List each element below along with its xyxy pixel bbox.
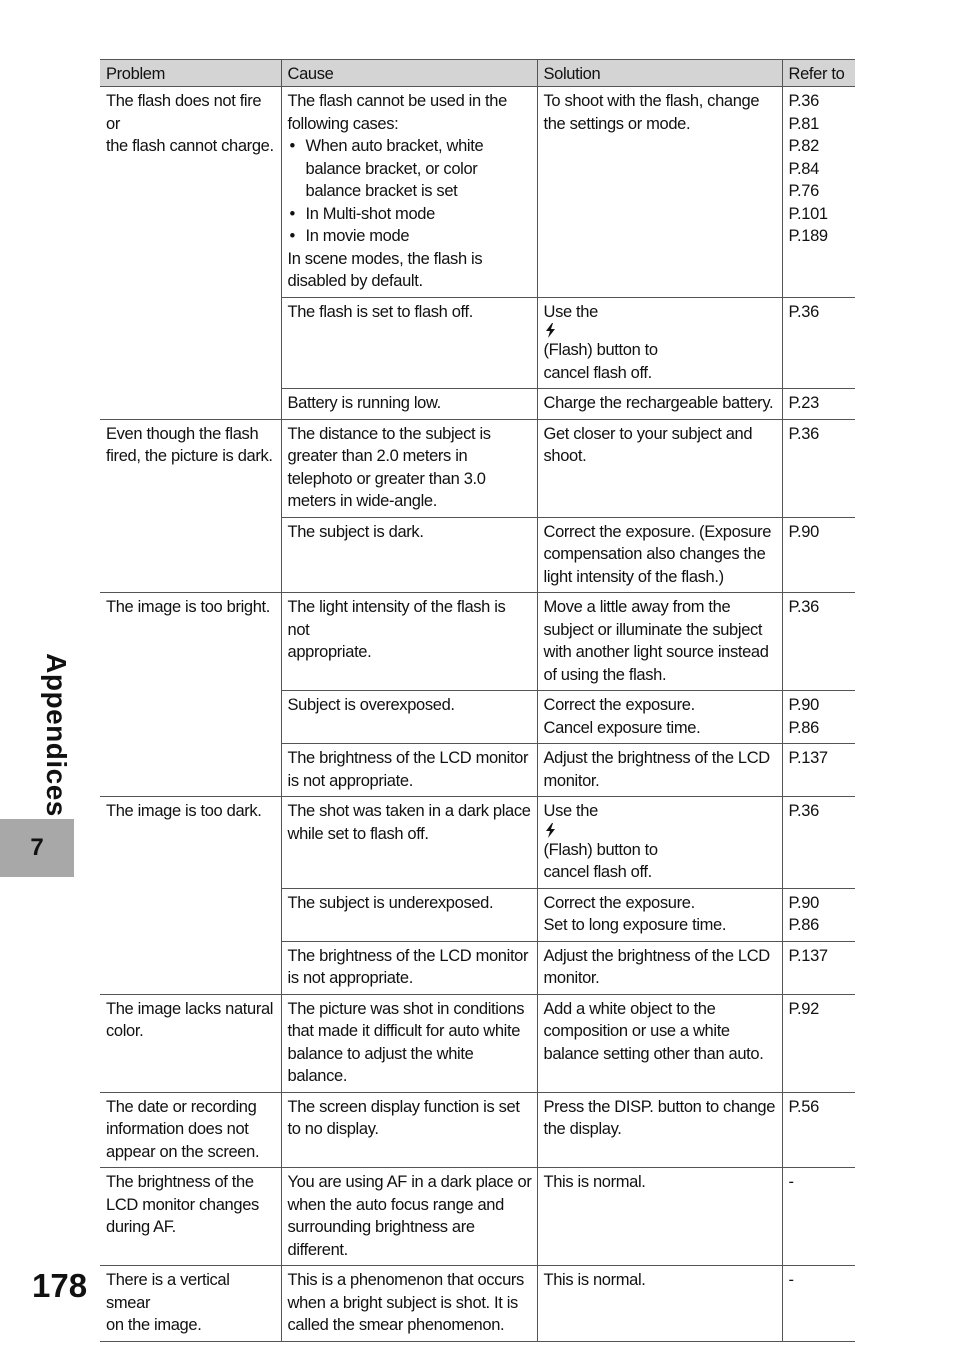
cause-cell [281, 797, 537, 889]
text-line: The flash is set to flash off. [287, 302, 473, 321]
text-line: The brightness of the [106, 1173, 254, 1191]
refer-cell [782, 1168, 855, 1266]
solution-cell [537, 297, 782, 389]
text-line: P.90 [788, 696, 819, 714]
text-line: during AF. [106, 1218, 176, 1236]
text-line: P.36 [788, 598, 819, 616]
header-refer-to: Refer to [782, 60, 855, 87]
text-line: monitor. [543, 771, 600, 790]
text-line: This is normal. [543, 1271, 646, 1289]
text-line: is not appropriate. [287, 969, 413, 987]
text-line: fired, the picture is dark. [106, 447, 273, 465]
refer-cell [782, 888, 855, 941]
text-line: Correct the exposure. [543, 893, 695, 912]
text-line: disabled by default. [287, 272, 423, 290]
problem-cell [100, 1092, 281, 1168]
text-line: - [788, 1271, 794, 1289]
solution-cell [537, 1092, 782, 1168]
text-line: the settings or mode. [543, 114, 691, 133]
text-line: The image is too bright. [106, 598, 271, 616]
text-line: The brightness of the LCD monitor [287, 946, 529, 965]
chapter-tab [0, 819, 74, 877]
refer-cell [782, 419, 855, 517]
text-line: Correct the exposure. (Exposure [543, 522, 772, 541]
chapter-number: 7 [30, 834, 44, 861]
cause-cell [281, 744, 537, 797]
solution-cell [537, 1168, 782, 1266]
text-line: This is a phenomenon that occurs [287, 1271, 524, 1289]
text-line: P.90 [788, 893, 819, 912]
solution-cell [537, 797, 782, 889]
text-line: The subject is underexposed. [287, 893, 494, 912]
cause-cell [281, 593, 537, 691]
text-line: The image is too dark. [106, 802, 262, 820]
text-line: when a bright subject is shot. It is [287, 1293, 518, 1312]
cause-cell [281, 994, 537, 1092]
text-line: information does not [106, 1120, 249, 1138]
text-line: LCD monitor changes [106, 1195, 259, 1214]
text-line: The shot was taken in a dark place [287, 802, 531, 820]
text-line: Use the (Flash) button to [544, 800, 777, 861]
text-line: is not appropriate. [287, 771, 413, 790]
text-line: The subject is dark. [287, 522, 424, 541]
bullet-item: • When auto bracket, white [288, 135, 532, 158]
text-line: P.82 [788, 137, 819, 155]
text-line: P.90 [788, 522, 819, 541]
problem-cell [100, 994, 281, 1092]
text-line: P.137 [788, 749, 828, 767]
refer-cell [782, 517, 855, 593]
text-line: The image lacks natural [106, 999, 274, 1018]
text-line: composition or use a white [543, 1022, 730, 1040]
text-line: cancel flash off. [543, 863, 652, 881]
text-line: surrounding brightness are [287, 1218, 475, 1236]
table-row [100, 87, 855, 298]
text-line: Set to long exposure time. [543, 916, 727, 934]
refer-cell [782, 1092, 855, 1168]
text-line: appropriate. [287, 643, 372, 661]
text-line: The distance to the subject is [287, 424, 491, 443]
text-line: with another light source instead [543, 643, 769, 661]
text-line: the display. [543, 1120, 622, 1138]
text-line: P.101 [788, 204, 828, 223]
solution-cell [537, 1266, 782, 1342]
text-line: P.86 [788, 916, 819, 934]
text-line: balance. [287, 1067, 348, 1085]
text-line: P.84 [788, 159, 819, 178]
text-line: when the auto focus range and [287, 1195, 504, 1214]
text-line: balance setting other than auto. [543, 1044, 764, 1063]
text-line: light intensity of the flash.) [543, 567, 724, 586]
bullet-item: • In movie mode [288, 225, 532, 248]
cause-cell [281, 87, 537, 298]
table-row [100, 419, 855, 517]
text-line: subject or illuminate the subject [543, 620, 763, 639]
refer-cell [782, 87, 855, 298]
text-line: P.36 [788, 802, 819, 820]
text-line: on the image. [106, 1316, 202, 1334]
bullet-item: • In Multi-shot mode [288, 203, 532, 226]
text-line: The flash does not fire or [106, 92, 262, 133]
text-line: The brightness of the LCD monitor [287, 749, 529, 767]
cause-cell [281, 691, 537, 744]
solution-cell [537, 419, 782, 517]
text-line: Cancel exposure time. [543, 718, 701, 737]
text-line: of using the flash. [543, 665, 667, 684]
problem-cell [100, 87, 281, 420]
bullet-item-continuation: balance bracket, or color [305, 159, 478, 178]
table-row [100, 994, 855, 1092]
solution-cell [537, 517, 782, 593]
cause-cell [281, 517, 537, 593]
text-line: P.56 [788, 1097, 819, 1116]
refer-cell [782, 593, 855, 691]
refer-cell [782, 797, 855, 889]
text-line: greater than 2.0 meters in [287, 447, 468, 465]
solution-cell [537, 691, 782, 744]
text-line: the flash cannot charge. [106, 137, 274, 155]
text-line: To shoot with the flash, change [543, 92, 760, 110]
text-line: Press the DISP. button to change [543, 1097, 776, 1116]
cause-cell [281, 941, 537, 994]
text-line: The picture was shot in conditions [287, 999, 525, 1018]
text-line: different. [287, 1240, 348, 1259]
text-line: Charge the rechargeable battery. [543, 394, 774, 412]
table-row [100, 797, 855, 889]
solution-cell [537, 389, 782, 420]
section-label-appendices: Appendices [41, 653, 72, 817]
text-line: Battery is running low. [287, 394, 441, 412]
text-line: Subject is overexposed. [287, 696, 455, 714]
text-line: color. [106, 1022, 144, 1040]
text-line: P.76 [788, 182, 819, 200]
text-line: to no display. [287, 1120, 379, 1138]
page-number: 178 [32, 1267, 88, 1304]
solution-cell [537, 941, 782, 994]
text-line: P.36 [788, 302, 819, 321]
table-row [100, 593, 855, 691]
text-line: balance to adjust the white [287, 1044, 474, 1063]
header-cause: Cause [281, 60, 537, 87]
text-line: - [788, 1173, 794, 1191]
text-line: You are using AF in a dark place or [287, 1173, 532, 1191]
text-line: P.23 [788, 394, 819, 412]
text-line: Use the (Flash) button to [544, 301, 777, 362]
table-row [100, 1092, 855, 1168]
text-line: The screen display function is set [287, 1097, 520, 1116]
text-line: Even though the flash [106, 424, 259, 443]
cause-cell [281, 1092, 537, 1168]
cause-cell [281, 389, 537, 420]
refer-cell [782, 941, 855, 994]
text-line: Move a little away from the [543, 598, 731, 616]
text-line: while set to flash off. [287, 824, 429, 843]
text-line: P.36 [788, 92, 819, 110]
refer-cell [782, 297, 855, 389]
text-line: following cases: [287, 114, 399, 133]
text-line: There is a vertical smear [106, 1271, 230, 1312]
text-line: monitor. [543, 969, 600, 987]
problem-cell [100, 797, 281, 995]
text-line: In scene modes, the flash is [287, 249, 483, 268]
troubleshooting-table [100, 59, 855, 1342]
problem-cell [100, 593, 281, 797]
cause-cell [281, 297, 537, 389]
cause-cell [281, 1168, 537, 1266]
text-line: The date or recording [106, 1097, 257, 1116]
text-line: Adjust the brightness of the LCD [543, 749, 770, 767]
text-line: appear on the screen. [106, 1142, 260, 1161]
text-line: The flash cannot be used in the [287, 92, 507, 110]
text-line: This is normal. [543, 1173, 646, 1191]
table-header-row [100, 60, 855, 87]
text-line: compensation also changes the [543, 545, 766, 563]
text-line: P.86 [788, 718, 819, 737]
text-line: shoot. [543, 447, 587, 465]
text-line: Add a white object to the [543, 999, 716, 1018]
solution-cell [537, 744, 782, 797]
text-line: P.36 [788, 424, 819, 443]
header-solution: Solution [537, 60, 782, 87]
refer-cell [782, 389, 855, 420]
cause-cell [281, 1266, 537, 1342]
text-line: P.92 [788, 999, 819, 1018]
text-line: meters in wide-angle. [287, 492, 437, 510]
table-body [100, 87, 855, 1342]
solution-cell [537, 593, 782, 691]
bullet-item-continuation: balance bracket is set [305, 182, 458, 200]
refer-cell [782, 744, 855, 797]
text-line: called the smear phenomenon. [287, 1316, 505, 1334]
text-line: The light intensity of the flash is not [287, 598, 506, 639]
solution-cell [537, 888, 782, 941]
text-line: Get closer to your subject and [543, 424, 753, 443]
table-row [100, 1266, 855, 1342]
table-row [100, 1168, 855, 1266]
text-line: P.137 [788, 946, 828, 965]
text-line: telephoto or greater than 3.0 [287, 469, 486, 488]
problem-cell [100, 419, 281, 593]
refer-cell [782, 691, 855, 744]
refer-cell [782, 994, 855, 1092]
text-line: P.189 [788, 227, 828, 245]
cause-cell [281, 888, 537, 941]
text-line: Correct the exposure. [543, 696, 695, 714]
solution-cell [537, 87, 782, 298]
text-line: that made it difficult for auto white [287, 1022, 521, 1040]
problem-cell [100, 1266, 281, 1342]
flash-icon [545, 823, 776, 839]
problem-cell [100, 1168, 281, 1266]
flash-icon [545, 323, 776, 339]
cause-cell [281, 419, 537, 517]
refer-cell [782, 1266, 855, 1342]
text-line: cancel flash off. [543, 363, 652, 382]
header-problem: Problem [100, 60, 281, 87]
solution-cell [537, 994, 782, 1092]
text-line: Adjust the brightness of the LCD [543, 946, 770, 965]
text-line: P.81 [788, 114, 819, 133]
